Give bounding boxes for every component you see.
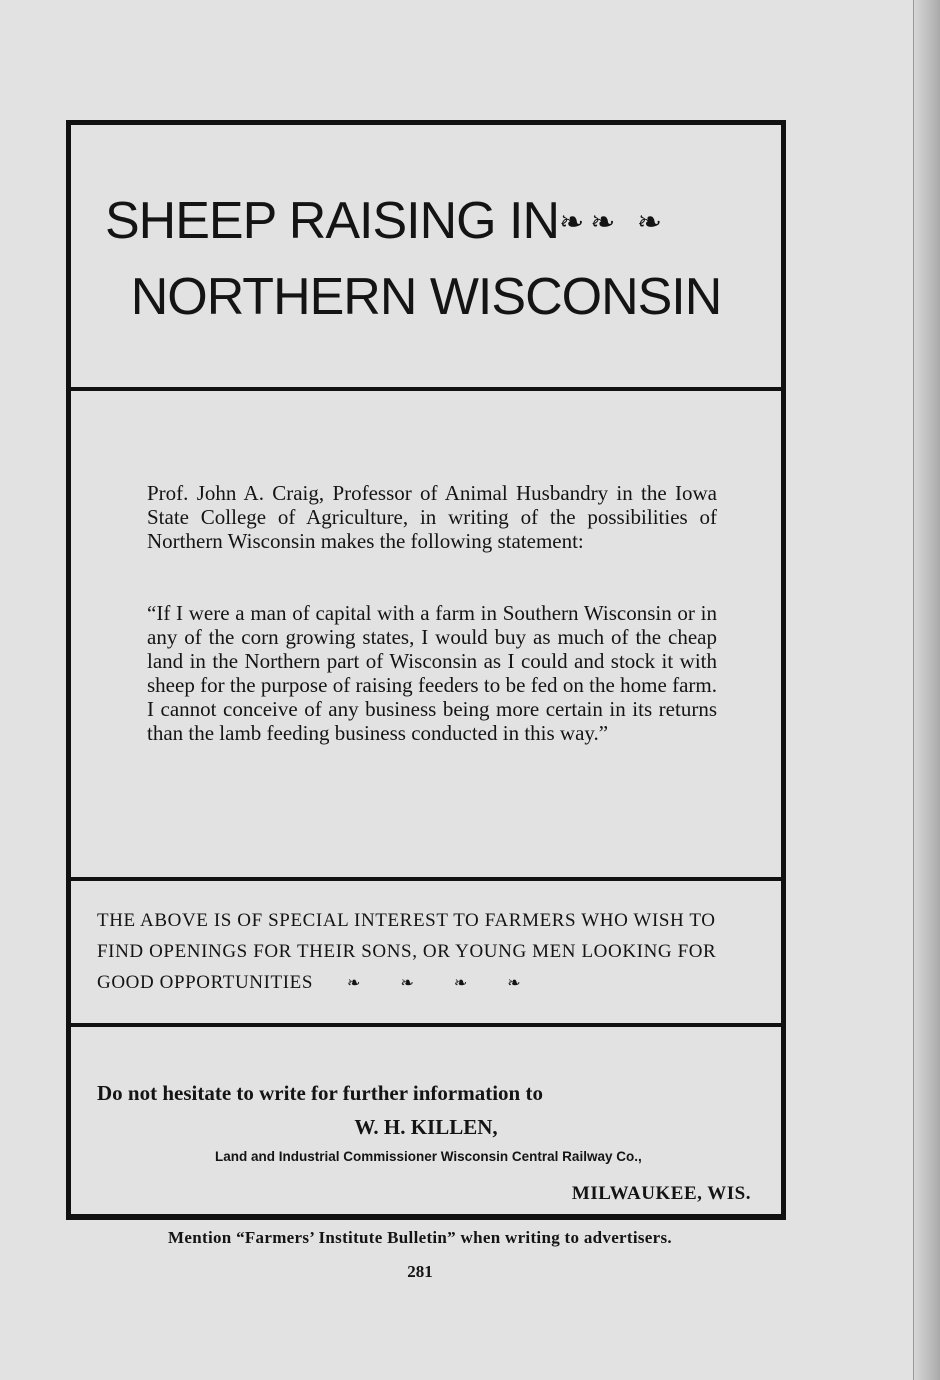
contact-name: W. H. KILLEN, [354,1115,498,1139]
headline-ornaments: ❧❧ ❧ [559,205,669,240]
headline-line1: SHEEP RAISING IN❧❧ ❧ [105,192,669,250]
intro-paragraph: Prof. John A. Craig, Professor of Animal Husbandry in the Iowa State College of Agriculture, in writing of the possibilities of Northern Wisconsin makes the following statement: [147,481,717,553]
quote-paragraph: “If I were a man of capital with a farm in Southern Wisconsin or in any of the corn growing states, I would buy as much of the cheap land in the Northern part of Wisconsin as I could and stock it with sheep for the purpose of raising feeders to be fed on the home farm. I cannot conceive of any business being more certain in its returns than the lamb feeding business conducted in this way.” [147,601,717,745]
special-ornaments: ❧❧❧❧ [347,973,561,992]
footer-mention: Mention “Farmers’ Institute Bulletin” when writing to advertisers. [168,1228,672,1247]
headline-line2: NORTHERN WISCONSIN [130,268,722,326]
contact-city: MILWAUKEE, WIS. [571,1183,751,1204]
special-interest-notice: THE ABOVE IS OF SPECIAL INTEREST TO FARMERS WHO WISH TO FIND OPENINGS FOR THEIR SONS, OR YOUNG MEN LOOKING FOR GOOD OPPORTUNITIES ❧❧❧❧ [97,910,717,993]
page-number: 281 [407,1262,433,1281]
divider-rule [71,877,781,881]
contact-intro: Do not hesitate to write for further information to [97,1081,543,1105]
advertisement-box [66,120,786,1220]
divider-rule [71,387,781,391]
contact-title: Land and Industrial Commissioner Wisconsin Central Railway Co., [215,1149,642,1164]
page-edge [913,0,940,1380]
divider-rule [71,1023,781,1027]
